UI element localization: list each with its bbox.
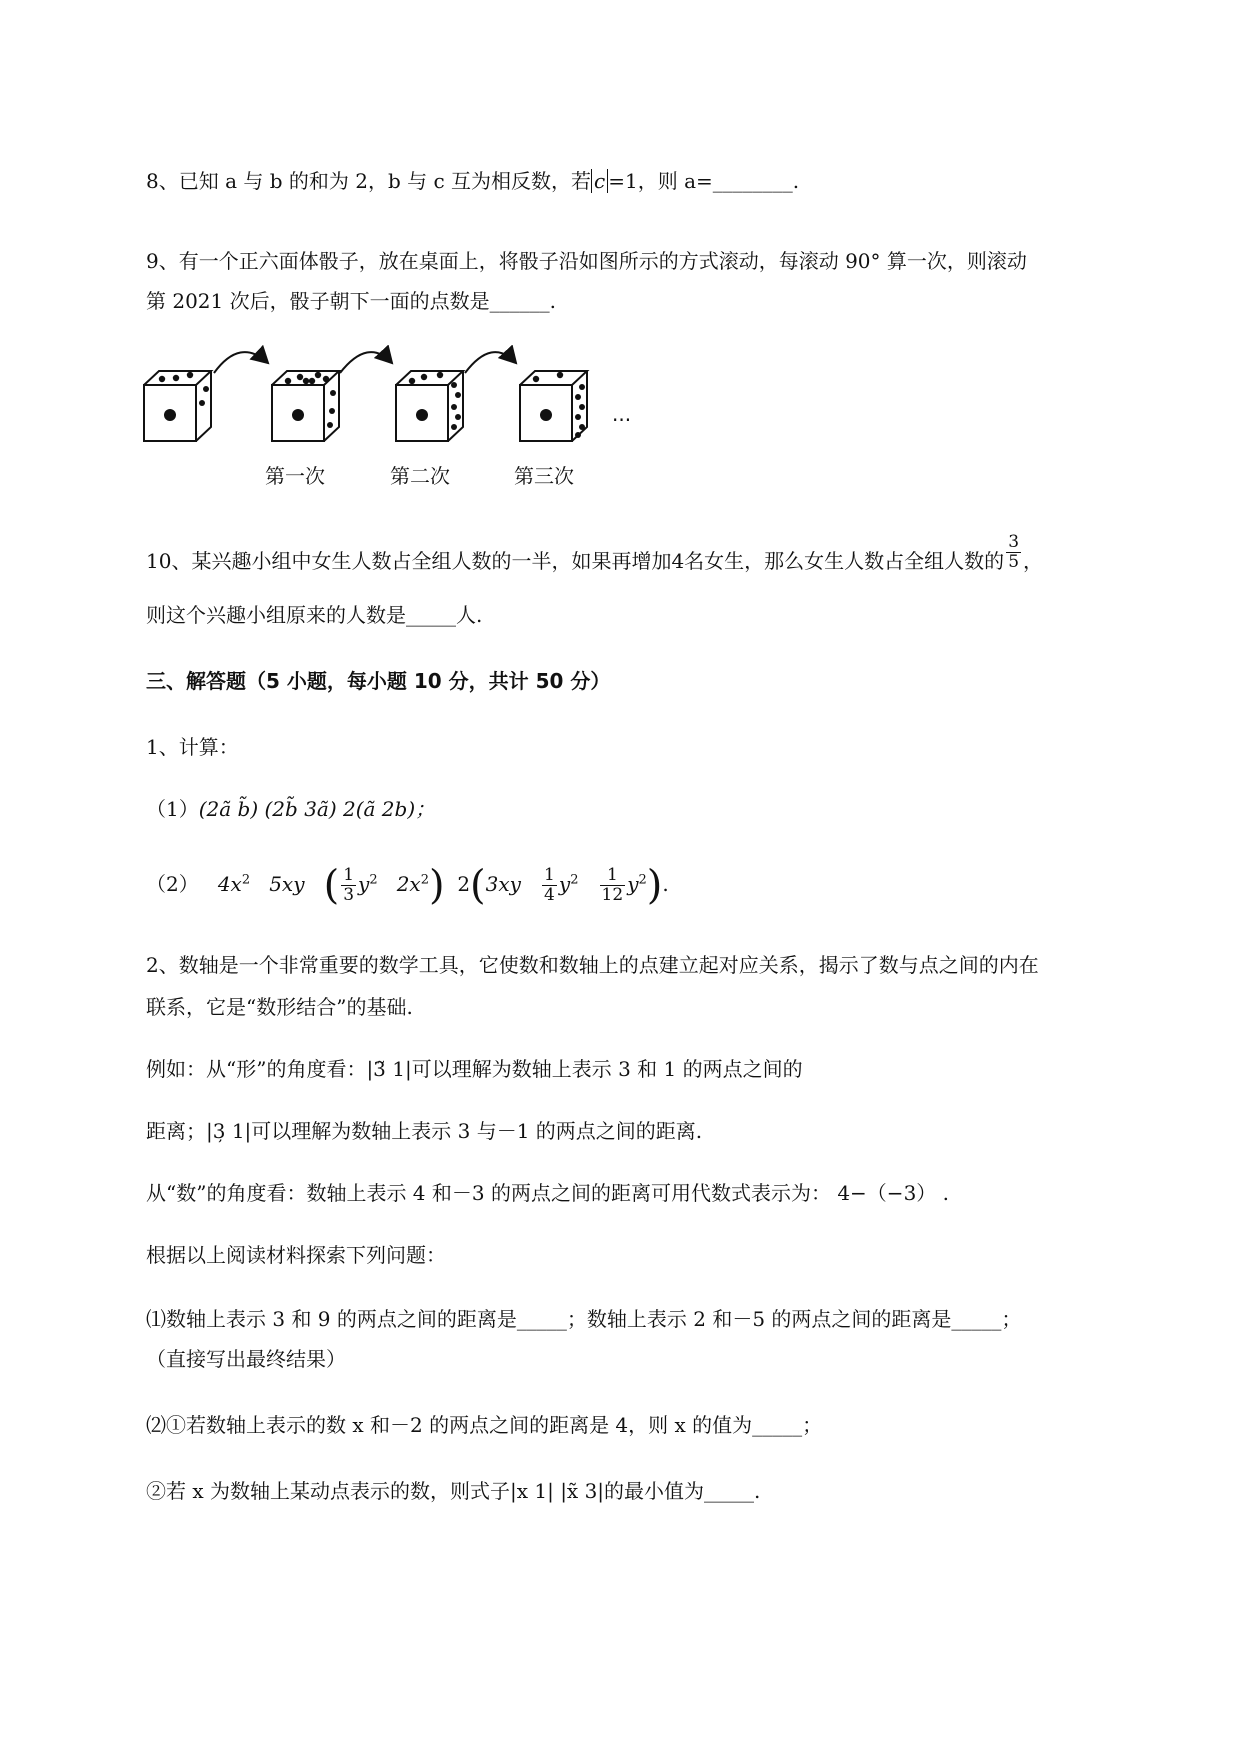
q10-fraction bbox=[1006, 533, 1021, 572]
problem-2-line3: 例如：从“形”的角度看：|3̃ 1|可以理解为数轴上表示 3 和 1 的两点之间的 bbox=[146, 1057, 803, 1081]
q8-abs-c: c bbox=[591, 169, 608, 193]
roll-arrow-2 bbox=[340, 352, 392, 373]
p1-2-frac3 bbox=[600, 866, 626, 905]
section-3-heading: 三、解答题（5 小题，每小题 10 分，共计 50 分） bbox=[146, 669, 611, 693]
die-1 bbox=[144, 371, 211, 441]
p1-2-d-sup: 2 bbox=[420, 872, 429, 888]
p1-2-a-sup: 2 bbox=[241, 872, 251, 888]
dice-caption-2: 第二次 bbox=[390, 464, 450, 488]
question-9-line2: 第 2021 次后，骰子朝下一面的点数是______. bbox=[146, 289, 556, 313]
problem-2-line7: ⑴数轴上表示 3 和 9 的两点之间的距离是_____；数轴上表示 2 和－5 的两点之间的距离是_____； bbox=[146, 1307, 1022, 1331]
p1-2-frac2-den: 4 bbox=[544, 885, 555, 905]
p1-2-f: 3xy bbox=[485, 872, 521, 896]
p1-2-frac1 bbox=[341, 866, 356, 905]
p1-2-h-sup: 2 bbox=[638, 872, 647, 888]
dice-rolling-figure bbox=[140, 345, 660, 455]
roll-arrow-1 bbox=[214, 352, 268, 373]
problem-2-line6: 根据以上阅读材料探索下列问题： bbox=[146, 1243, 446, 1267]
p1-2-d: 2x bbox=[396, 872, 421, 896]
q10-frac-den: 5 bbox=[1008, 552, 1020, 572]
dice-ellipsis: ··· bbox=[612, 408, 632, 432]
p1-2-e: 2 bbox=[457, 872, 471, 896]
p1-2-end: . bbox=[662, 872, 669, 896]
problem-1-part2 bbox=[146, 862, 669, 909]
problem-1-title: 1、计算： bbox=[146, 735, 239, 759]
q10-text: 10、某兴趣小组中女生人数占全组人数的一半，如果再增加4名女生，那么女生人数占全组人数的 bbox=[146, 549, 1005, 573]
p1-2-a: 4x bbox=[217, 872, 242, 896]
paren-open-1: ( bbox=[323, 862, 340, 909]
paren-close-2: ) bbox=[646, 862, 663, 909]
problem-2-line10: ②若 x 为数轴上某动点表示的数，则式子|x 1| |x̃ 3|的最小值为_____. bbox=[146, 1479, 761, 1503]
p1-2-g: y bbox=[558, 872, 571, 896]
q10-comma: ， bbox=[1023, 549, 1044, 573]
p1-2-frac3-num: 1 bbox=[600, 866, 626, 886]
p1-2-frac1-num: 1 bbox=[343, 865, 355, 885]
p1-2-c: y bbox=[358, 872, 370, 896]
p1-2-g-sup: 2 bbox=[570, 872, 579, 888]
q8-tail: =1，则 a=________. bbox=[608, 169, 800, 193]
p1-2-h: y bbox=[627, 872, 639, 896]
p1-1-expr: (2ã b̃) (2b̃ 3ã) 2(ã 2b)； bbox=[198, 797, 436, 821]
p1-2-frac1-den: 3 bbox=[343, 885, 355, 905]
p1-1-label: （1） bbox=[146, 797, 199, 821]
roll-arrow-3 bbox=[465, 352, 516, 373]
q10-frac-num: 3 bbox=[1008, 532, 1020, 552]
problem-2-line8: （直接写出最终结果） bbox=[146, 1347, 346, 1371]
problem-2-line4: 距离；|3̦ 1|可以理解为数轴上表示 3 与－1 的两点之间的距离. bbox=[146, 1119, 703, 1143]
q8-text: 8、已知 a 与 b 的和为 2，b 与 c 互为相反数，若 bbox=[146, 169, 592, 193]
p1-2-b: 5xy bbox=[269, 872, 305, 896]
question-8 bbox=[146, 168, 799, 194]
p1-2-c-sup: 2 bbox=[369, 872, 378, 888]
die-4 bbox=[520, 371, 587, 441]
paren-open-2: ( bbox=[470, 862, 486, 909]
p1-2-frac3-den: 12 bbox=[601, 885, 624, 905]
problem-1-part1 bbox=[146, 796, 435, 822]
p1-2-label: （2） bbox=[146, 872, 199, 896]
dice-caption-1: 第一次 bbox=[265, 464, 325, 488]
question-9-line1: 9、有一个正六面体骰子，放在桌面上，将骰子沿如图所示的方式滚动，每滚动 90° 算一次，则滚动 bbox=[146, 249, 1027, 273]
problem-2-line1: 2、数轴是一个非常重要的数学工具，它使数和数轴上的点建立起对应关系，揭示了数与点之间的内在 bbox=[146, 953, 1039, 977]
problem-2-line5: 从“数”的角度看：数轴上表示 4 和－3 的两点之间的距离可用代数式表示为： 4−（−3） . bbox=[146, 1181, 950, 1205]
problem-2-line2: 联系，它是“数形结合”的基础. bbox=[146, 995, 413, 1019]
p1-2-frac2-num: 1 bbox=[544, 865, 555, 885]
paren-close-1: ) bbox=[428, 862, 445, 909]
question-10-line2: 则这个兴趣小组原来的人数是_____人. bbox=[146, 603, 483, 627]
dice-caption-3: 第三次 bbox=[514, 464, 574, 488]
p1-2-frac2 bbox=[542, 866, 557, 905]
problem-2-line9: ⑵①若数轴上表示的数 x 和－2 的两点之间的距离是 4，则 x 的值为_____； bbox=[146, 1413, 823, 1437]
question-10-line1 bbox=[146, 532, 1044, 574]
